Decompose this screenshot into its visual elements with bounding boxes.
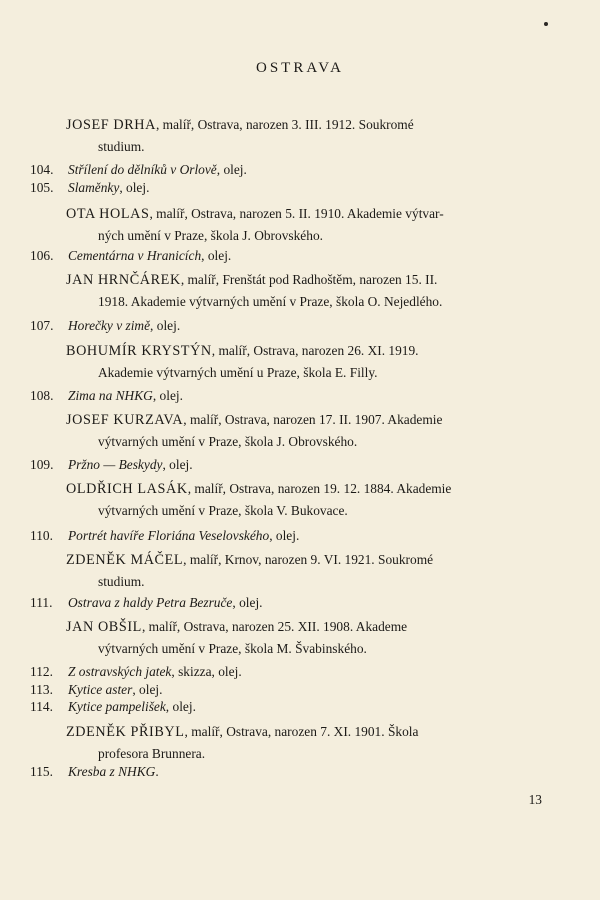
artist-name: ZDENĚK MÁČEL: [66, 552, 184, 568]
work-medium: , olej.: [232, 595, 263, 610]
work-number: 112.: [30, 664, 53, 679]
work-title: Z ostravských jatek: [68, 664, 172, 679]
artist-name: JAN HRNČÁREK: [66, 272, 181, 288]
work-medium: , olej.: [162, 457, 193, 472]
artist-name: BOHUMÍR KRYSTÝN: [66, 343, 212, 359]
artist-name: JAN OBŠIL: [66, 619, 142, 635]
work-title: Horečky v zimě: [68, 318, 151, 333]
work-number: 115.: [30, 764, 53, 779]
artist-entry: [66, 549, 546, 592]
work-title: Zima na NHKG: [68, 388, 153, 403]
work-medium: , olej.: [152, 388, 183, 403]
work-number: 111.: [30, 595, 53, 610]
work-title: Střílení do dělníků v Orlově: [68, 162, 217, 177]
work-item: [30, 595, 550, 611]
work-number: 109.: [30, 457, 54, 472]
artist-entry: [66, 114, 546, 157]
artist-bio: , malíř, Frenštát pod Radhoštěm, narozen 15. II.: [180, 272, 438, 287]
work-title: Kytice aster: [68, 682, 133, 697]
page-number: 13: [528, 792, 542, 807]
artist-entry: [66, 203, 546, 246]
work-medium: , olej.: [216, 162, 247, 177]
artist-bio-continued: ných umění v Praze, škola J. Obrovského.: [98, 228, 323, 243]
artist-bio: , malíř, Ostrava, narozen 19. 12. 1884. Akademie: [187, 481, 452, 496]
work-item: [30, 318, 550, 334]
work-medium: , olej.: [165, 699, 196, 714]
work-item: [30, 162, 550, 178]
work-title: Slaměnky: [68, 180, 120, 195]
work-item: [30, 699, 550, 715]
artist-bio-continued: Akademie výtvarných umění u Praze, škola E. Filly.: [98, 365, 378, 380]
work-item: [30, 528, 550, 544]
work-item: [30, 682, 550, 698]
artist-entry: [66, 340, 546, 383]
work-medium: , olej.: [269, 528, 300, 543]
work-title: Pržno — Beskydy: [68, 457, 163, 472]
artist-bio: , malíř, Ostrava, narozen 17. II. 1907. Akademie: [183, 412, 443, 427]
work-item: [30, 248, 550, 264]
artist-name: OLDŘICH LASÁK: [66, 481, 188, 497]
artist-bio-continued: profesora Brunnera.: [98, 746, 206, 761]
work-item: [30, 388, 550, 404]
work-number: 106.: [30, 248, 54, 263]
page-heading: OSTRAVA: [256, 60, 344, 76]
work-medium: .: [155, 764, 159, 779]
work-number: 105.: [30, 180, 54, 195]
work-title: Kresba z NHKG: [68, 764, 156, 779]
work-medium: , olej.: [150, 318, 181, 333]
artist-name: ZDENĚK PŘIBYL: [66, 724, 185, 740]
work-medium: , olej.: [119, 180, 150, 195]
work-title: Kytice pampelišek: [68, 699, 166, 714]
work-number: 107.: [30, 318, 54, 333]
artist-bio-continued: výtvarných umění v Praze, škola M. Švabinského.: [98, 641, 367, 656]
artist-bio-continued: výtvarných umění v Praze, škola J. Obrovského.: [98, 434, 358, 449]
artist-name: JOSEF KURZAVA: [66, 412, 184, 428]
artist-bio-continued: 1918. Akademie výtvarných umění v Praze, škola O. Nejedlého.: [98, 294, 443, 309]
work-medium: , olej.: [132, 682, 163, 697]
artist-entry: [66, 478, 546, 521]
work-number: 108.: [30, 388, 54, 403]
ink-dot: [544, 22, 548, 26]
artist-entry: [66, 269, 546, 312]
work-item: [30, 457, 550, 473]
artist-bio: , malíř, Ostrava, narozen 5. II. 1910. Akademie výtvar-: [149, 206, 444, 221]
artist-entry: [66, 721, 546, 764]
work-number: 110.: [30, 528, 53, 543]
artist-bio-continued: výtvarných umění v Praze, škola V. Bukovace.: [98, 503, 348, 518]
work-number: 113.: [30, 682, 53, 697]
artist-bio-continued: studium.: [98, 139, 145, 154]
artist-entry: [66, 409, 546, 452]
artist-entry: [66, 616, 546, 659]
artist-bio: , malíř, Ostrava, narozen 7. XI. 1901. Škola: [184, 724, 419, 739]
artist-bio: , malíř, Krnov, narozen 9. VI. 1921. Soukromé: [183, 552, 434, 567]
work-medium: , olej.: [201, 248, 232, 263]
work-title: Ostrava z haldy Petra Bezruče: [68, 595, 233, 610]
work-title: Portrét havíře Floriána Veselovského: [68, 528, 270, 543]
artist-name: OTA HOLAS: [66, 206, 150, 222]
artist-bio: , malíř, Ostrava, narozen 25. XII. 1908. Akademe: [141, 619, 408, 634]
work-number: 104.: [30, 162, 54, 177]
artist-name: JOSEF DRHA: [66, 117, 156, 133]
artist-bio: , malíř, Ostrava, narozen 26. XI. 1919.: [211, 343, 419, 358]
work-item: [30, 764, 550, 780]
work-title: Cementárna v Hranicích: [68, 248, 202, 263]
work-medium: , skizza, olej.: [171, 664, 242, 679]
work-item: [30, 180, 550, 196]
artist-bio: , malíř, Ostrava, narozen 3. III. 1912. Soukromé: [155, 117, 414, 132]
work-item: [30, 664, 550, 680]
work-number: 114.: [30, 699, 53, 714]
artist-bio-continued: studium.: [98, 574, 145, 589]
